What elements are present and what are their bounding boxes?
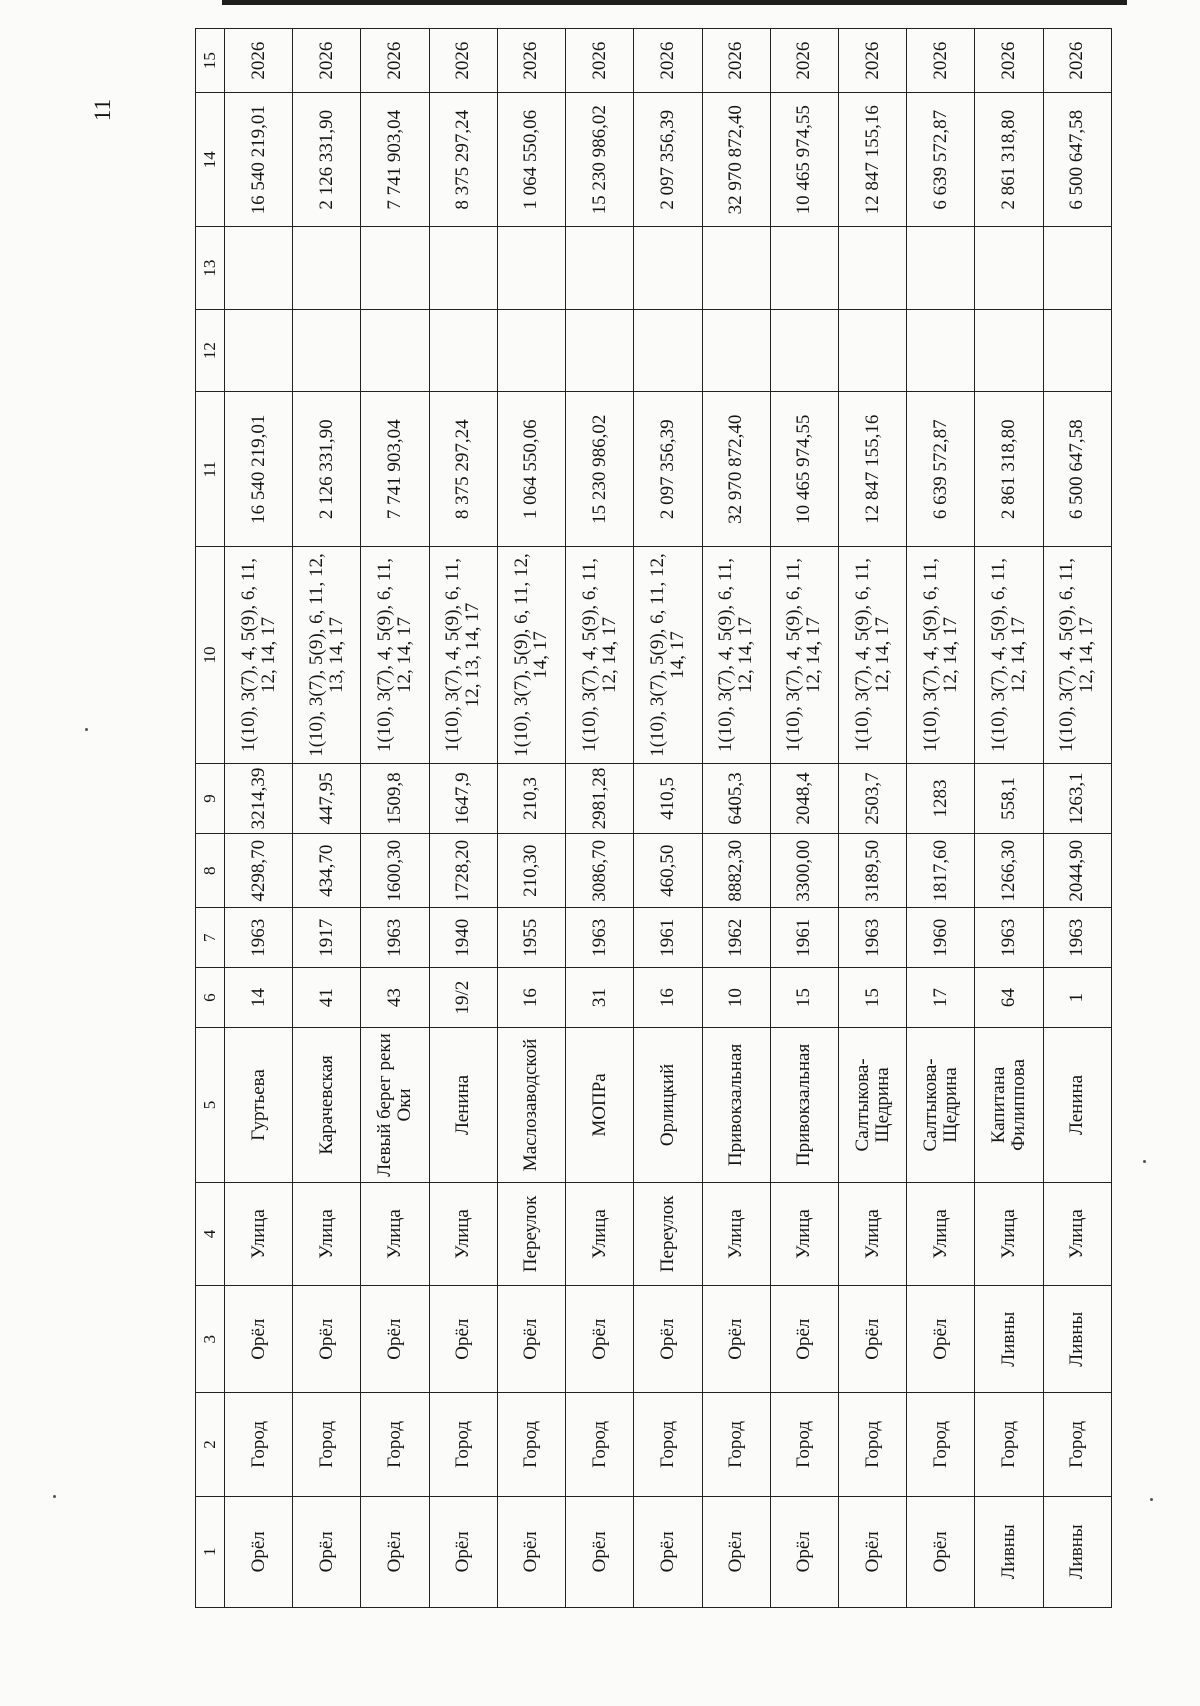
table-cell-col-7: 1917 [293,908,361,968]
table-cell-col-11: 6 639 572,87 [907,392,975,547]
table-cell-col-11: 1 064 550,06 [497,392,565,547]
table-cell-col-8: 210,30 [497,834,565,908]
table-cell-col-10: 1(10), 3(7), 4, 5(9), 6, 11, 12, 14, 17 [907,547,975,764]
column-number-7: 7 [196,908,225,968]
table-cell-col-4: Улица [702,1182,770,1285]
table-cell-col-12 [361,309,429,392]
table-cell-col-7: 1961 [770,908,838,968]
table-cell-col-11: 15 230 986,02 [566,392,634,547]
table-cell-col-6: 43 [361,968,429,1028]
table-cell-col-15: 2026 [907,29,975,93]
table-cell-col-7: 1962 [702,908,770,968]
table-row [1043,29,1111,1608]
scan-speck [53,1495,56,1498]
column-number-3: 3 [196,1286,225,1393]
table-cell-col-5: Гуртьева [224,1028,292,1183]
table-cell-col-5: Маслозаводской [497,1028,565,1183]
table-cell-col-10: 1(10), 3(7), 4, 5(9), 6, 11, 12, 14, 17 [702,547,770,764]
table-cell-col-7: 1963 [361,908,429,968]
table-cell-col-12 [975,309,1043,392]
page-number: 11 [90,98,115,122]
table-cell-col-4: Переулок [497,1182,565,1285]
table-cell-col-10: 1(10), 3(7), 4, 5(9), 6, 11, 12, 13, 14, 17 [429,547,497,764]
table-cell-col-10: 1(10), 3(7), 5(9), 6, 11, 12, 13, 14, 17 [293,547,361,764]
column-number-11: 11 [196,392,225,547]
scan-speck [85,728,88,731]
table-cell-col-12 [224,309,292,392]
table-cell-col-3: Орёл [361,1286,429,1393]
table-cell-col-4: Улица [1043,1182,1111,1285]
table-cell-col-8: 3189,50 [839,834,907,908]
table-cell-col-1: Орёл [497,1496,565,1607]
table-cell-col-11: 2 097 356,39 [634,392,702,547]
table-cell-col-8: 1728,20 [429,834,497,908]
table-cell-col-7: 1963 [975,908,1043,968]
table-cell-col-6: 15 [770,968,838,1028]
table-row [566,29,634,1608]
table-cell-col-2: Город [224,1393,292,1496]
table-cell-col-1: Орёл [839,1496,907,1607]
table-cell-col-5: Ленина [429,1028,497,1183]
table-cell-col-15: 2026 [224,29,292,93]
table-row [361,29,429,1608]
table-cell-col-12 [634,309,702,392]
table-cell-col-2: Город [566,1393,634,1496]
table-cell-col-13 [634,227,702,310]
table-cell-col-6: 14 [224,968,292,1028]
table-cell-col-13 [975,227,1043,310]
table-cell-col-1: Ливны [975,1496,1043,1607]
table-row [634,29,702,1608]
table-cell-col-13 [770,227,838,310]
table-cell-col-9: 1647,9 [429,763,497,833]
table-row [429,29,497,1608]
table-cell-col-7: 1963 [566,908,634,968]
table-cell-col-1: Орёл [293,1496,361,1607]
table-body [196,29,1112,1608]
column-number-6: 6 [196,968,225,1028]
table-cell-col-6: 10 [702,968,770,1028]
column-number-2: 2 [196,1393,225,1496]
table-cell-col-2: Город [975,1393,1043,1496]
table-cell-col-14: 2 126 331,90 [293,93,361,227]
table-cell-col-8: 1600,30 [361,834,429,908]
table-cell-col-6: 16 [634,968,702,1028]
table-cell-col-3: Ливны [975,1286,1043,1393]
table-cell-col-2: Город [634,1393,702,1496]
table-cell-col-5: Салтыкова-Щедрина [907,1028,975,1183]
table-cell-col-4: Улица [975,1182,1043,1285]
table-cell-col-9: 6405,3 [702,763,770,833]
table-row [907,29,975,1608]
table-cell-col-15: 2026 [293,29,361,93]
table-cell-col-12 [497,309,565,392]
table-cell-col-6: 16 [497,968,565,1028]
table-cell-col-11: 7 741 903,04 [361,392,429,547]
table-cell-col-9: 2981,28 [566,763,634,833]
table-cell-col-8: 1817,60 [907,834,975,908]
table-cell-col-1: Орёл [566,1496,634,1607]
table-cell-col-4: Улица [429,1182,497,1285]
table-cell-col-7: 1963 [839,908,907,968]
table-cell-col-5: Капитана Филиппова [975,1028,1043,1183]
table-cell-col-13 [224,227,292,310]
table-cell-col-6: 15 [839,968,907,1028]
table-cell-col-6: 31 [566,968,634,1028]
table-cell-col-15: 2026 [497,29,565,93]
column-number-4: 4 [196,1182,225,1285]
table-cell-col-13 [361,227,429,310]
table-cell-col-10: 1(10), 3(7), 5(9), 6, 11, 12, 14, 17 [634,547,702,764]
column-number-8: 8 [196,834,225,908]
table-cell-col-8: 1266,30 [975,834,1043,908]
table-row [224,29,292,1608]
table-cell-col-14: 12 847 155,16 [839,93,907,227]
table-cell-col-2: Город [429,1393,497,1496]
table-cell-col-12 [429,309,497,392]
table-cell-col-8: 460,50 [634,834,702,908]
table-cell-col-5: МОПРа [566,1028,634,1183]
table-cell-col-15: 2026 [361,29,429,93]
table-cell-col-11: 12 847 155,16 [839,392,907,547]
column-number-15: 15 [196,29,225,93]
table-cell-col-14: 32 970 872,40 [702,93,770,227]
table-cell-col-12 [1043,309,1111,392]
table-cell-col-11: 6 500 647,58 [1043,392,1111,547]
header-row [196,29,225,1608]
table-cell-col-2: Город [293,1393,361,1496]
scan-speck [1143,1160,1146,1163]
table-cell-col-1: Орёл [770,1496,838,1607]
table-cell-col-14: 8 375 297,24 [429,93,497,227]
column-number-1: 1 [196,1496,225,1607]
table-cell-col-8: 434,70 [293,834,361,908]
table-cell-col-9: 447,95 [293,763,361,833]
table-cell-col-4: Улица [907,1182,975,1285]
table-cell-col-9: 558,1 [975,763,1043,833]
scan-edge-bar [222,0,1127,5]
table-cell-col-8: 3086,70 [566,834,634,908]
table-cell-col-4: Улица [224,1182,292,1285]
table-cell-col-4: Улица [293,1182,361,1285]
table-row [293,29,361,1608]
table-cell-col-15: 2026 [634,29,702,93]
table-cell-col-14: 10 465 974,55 [770,93,838,227]
column-number-5: 5 [196,1028,225,1183]
table-cell-col-9: 3214,39 [224,763,292,833]
table-cell-col-8: 3300,00 [770,834,838,908]
table-cell-col-15: 2026 [566,29,634,93]
table-cell-col-9: 410,5 [634,763,702,833]
table-row [702,29,770,1608]
table-cell-col-10: 1(10), 3(7), 4, 5(9), 6, 11, 12, 14, 17 [839,547,907,764]
table-cell-col-9: 1509,8 [361,763,429,833]
table-cell-col-5: Ленина [1043,1028,1111,1183]
table-cell-col-2: Город [497,1393,565,1496]
table-cell-col-6: 64 [975,968,1043,1028]
table-cell-col-9: 2048,4 [770,763,838,833]
table-cell-col-13 [429,227,497,310]
table-cell-col-7: 1955 [497,908,565,968]
table-cell-col-6: 17 [907,968,975,1028]
table-cell-col-11: 2 861 318,80 [975,392,1043,547]
table-cell-col-14: 6 639 572,87 [907,93,975,227]
table-cell-col-12 [770,309,838,392]
table-cell-col-4: Переулок [634,1182,702,1285]
column-number-10: 10 [196,547,225,764]
table-cell-col-3: Орёл [497,1286,565,1393]
table-cell-col-2: Город [361,1393,429,1496]
table-cell-col-3: Орёл [429,1286,497,1393]
table-cell-col-2: Город [702,1393,770,1496]
table-cell-col-11: 8 375 297,24 [429,392,497,547]
table-cell-col-15: 2026 [770,29,838,93]
table-cell-col-2: Город [839,1393,907,1496]
table-cell-col-3: Орёл [293,1286,361,1393]
table-cell-col-5: Привокзальная [770,1028,838,1183]
table-cell-col-8: 4298,70 [224,834,292,908]
table-cell-col-9: 1283 [907,763,975,833]
table-cell-col-1: Ливны [1043,1496,1111,1607]
table-cell-col-11: 16 540 219,01 [224,392,292,547]
table-cell-col-12 [839,309,907,392]
table-cell-col-14: 7 741 903,04 [361,93,429,227]
column-number-12: 12 [196,309,225,392]
registry-table-frame [195,28,1112,1608]
table-cell-col-13 [907,227,975,310]
table-cell-col-8: 2044,90 [1043,834,1111,908]
table-cell-col-7: 1940 [429,908,497,968]
table-cell-col-3: Орёл [224,1286,292,1393]
table-row [497,29,565,1608]
table-cell-col-3: Орёл [702,1286,770,1393]
table-cell-col-10: 1(10), 3(7), 4, 5(9), 6, 11, 12, 14, 17 [361,547,429,764]
table-cell-col-5: Орлицкий [634,1028,702,1183]
table-cell-col-10: 1(10), 3(7), 4, 5(9), 6, 11, 12, 14, 17 [1043,547,1111,764]
table-cell-col-13 [839,227,907,310]
table-cell-col-15: 2026 [975,29,1043,93]
table-cell-col-10: 1(10), 3(7), 4, 5(9), 6, 11, 12, 14, 17 [224,547,292,764]
table-cell-col-4: Улица [770,1182,838,1285]
table-cell-col-1: Орёл [224,1496,292,1607]
table-cell-col-5: Привокзальная [702,1028,770,1183]
table-cell-col-15: 2026 [1043,29,1111,93]
table-cell-col-3: Орёл [839,1286,907,1393]
table-cell-col-15: 2026 [839,29,907,93]
scan-speck [1150,1498,1153,1501]
table-cell-col-1: Орёл [429,1496,497,1607]
table-cell-col-14: 15 230 986,02 [566,93,634,227]
table-cell-col-14: 16 540 219,01 [224,93,292,227]
table-cell-col-3: Орёл [566,1286,634,1393]
table-cell-col-12 [566,309,634,392]
table-cell-col-9: 1263,1 [1043,763,1111,833]
column-number-13: 13 [196,227,225,310]
table-cell-col-11: 32 970 872,40 [702,392,770,547]
table-cell-col-15: 2026 [702,29,770,93]
table-cell-col-7: 1963 [1043,908,1111,968]
column-number-14: 14 [196,93,225,227]
registry-table [195,28,1112,1608]
table-cell-col-10: 1(10), 3(7), 4, 5(9), 6, 11, 12, 14, 17 [770,547,838,764]
table-cell-col-12 [293,309,361,392]
table-cell-col-15: 2026 [429,29,497,93]
table-cell-col-7: 1961 [634,908,702,968]
table-cell-col-2: Город [907,1393,975,1496]
table-cell-col-9: 2503,7 [839,763,907,833]
table-cell-col-5: Салтыкова-Щедрина [839,1028,907,1183]
table-cell-col-12 [907,309,975,392]
table-cell-col-14: 2 861 318,80 [975,93,1043,227]
table-cell-col-7: 1960 [907,908,975,968]
table-row [770,29,838,1608]
table-cell-col-8: 8882,30 [702,834,770,908]
table-cell-col-2: Город [770,1393,838,1496]
table-cell-col-13 [1043,227,1111,310]
table-cell-col-6: 1 [1043,968,1111,1028]
table-cell-col-5: Левый берег реки Оки [361,1028,429,1183]
table-row [975,29,1043,1608]
table-cell-col-13 [293,227,361,310]
table-cell-col-9: 210,3 [497,763,565,833]
table-cell-col-11: 10 465 974,55 [770,392,838,547]
table-cell-col-1: Орёл [702,1496,770,1607]
table-cell-col-3: Ливны [1043,1286,1111,1393]
table-cell-col-1: Орёл [361,1496,429,1607]
column-number-9: 9 [196,763,225,833]
table-cell-col-14: 2 097 356,39 [634,93,702,227]
table-cell-col-3: Орёл [634,1286,702,1393]
table-cell-col-4: Улица [361,1182,429,1285]
table-cell-col-4: Улица [839,1182,907,1285]
table-cell-col-14: 6 500 647,58 [1043,93,1111,227]
table-cell-col-3: Орёл [770,1286,838,1393]
table-cell-col-11: 2 126 331,90 [293,392,361,547]
table-cell-col-1: Орёл [907,1496,975,1607]
table-cell-col-4: Улица [566,1182,634,1285]
table-cell-col-6: 41 [293,968,361,1028]
table-cell-col-12 [702,309,770,392]
table-cell-col-14: 1 064 550,06 [497,93,565,227]
table-cell-col-2: Город [1043,1393,1111,1496]
table-cell-col-5: Карачевская [293,1028,361,1183]
table-cell-col-13 [566,227,634,310]
table-row [839,29,907,1608]
table-cell-col-13 [497,227,565,310]
table-cell-col-10: 1(10), 3(7), 4, 5(9), 6, 11, 12, 14, 17 [975,547,1043,764]
table-cell-col-10: 1(10), 3(7), 4, 5(9), 6, 11, 12, 14, 17 [566,547,634,764]
table-cell-col-10: 1(10), 3(7), 5(9), 6, 11, 12, 14, 17 [497,547,565,764]
table-cell-col-6: 19/2 [429,968,497,1028]
table-cell-col-7: 1963 [224,908,292,968]
table-cell-col-13 [702,227,770,310]
table-cell-col-1: Орёл [634,1496,702,1607]
table-cell-col-3: Орёл [907,1286,975,1393]
